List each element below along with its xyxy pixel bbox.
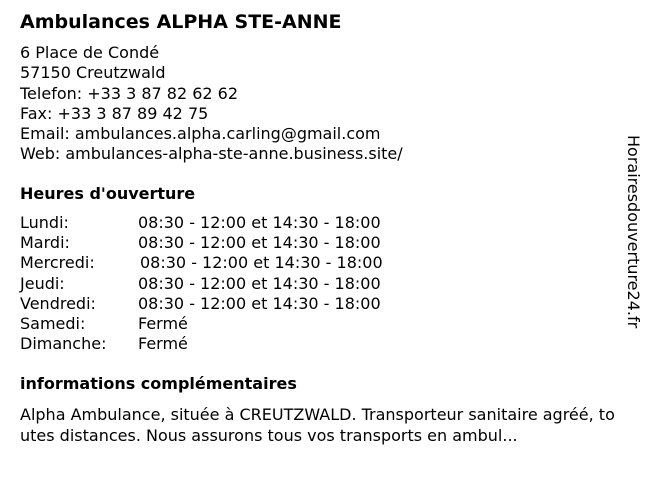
opening-hours-heading: Heures d'ouverture <box>20 184 196 203</box>
email-address: Email: ambulances.alpha.carling@gmail.com <box>20 124 381 144</box>
hours-time-value: Fermé <box>138 313 188 333</box>
hours-time-value: 08:30 - 12:00 et 14:30 - 18:00 <box>138 213 381 232</box>
site-watermark <box>623 135 647 345</box>
business-name: Ambulances ALPHA STE-ANNE <box>20 11 342 33</box>
address-city: 57150 Creutzwald <box>20 63 166 83</box>
hours-time-value: 08:30 - 12:00 et 14:30 - 18:00 <box>140 253 383 273</box>
hours-day-label: Lundi: <box>20 213 69 232</box>
hours-day-label: Dimanche: <box>20 334 107 354</box>
additional-info-heading: informations complémentaires <box>20 374 297 393</box>
hours-time-value: Fermé <box>138 334 188 354</box>
website-address: Web: ambulances-alpha-ste-anne.business.site/ <box>20 144 403 164</box>
fax-number: Fax: +33 3 87 89 42 75 <box>20 103 209 123</box>
phone-number: Telefon: +33 3 87 82 62 62 <box>20 83 239 103</box>
watermark-text: Horairesdouverture24.fr <box>624 135 643 329</box>
hours-day-label: Samedi: <box>20 313 86 333</box>
contact-details <box>20 43 403 165</box>
hours-day-label: Mardi: <box>20 233 70 253</box>
address-street: 6 Place de Condé <box>20 43 160 62</box>
hours-time-value: 08:30 - 12:00 et 14:30 - 18:00 <box>138 233 381 253</box>
hours-day-label: Vendredi: <box>20 293 96 313</box>
hours-day-label: Jeudi: <box>20 273 65 293</box>
hours-day-label: Mercredi: <box>20 253 95 273</box>
hours-time-value: 08:30 - 12:00 et 14:30 - 18:00 <box>138 293 381 313</box>
business-description: Alpha Ambulance, située à CREUTZWALD. Transporteur sanitaire agréé, toutes distances. Nous assurons tous vos transports en ambul... <box>20 405 615 445</box>
hours-time-value: 08:30 - 12:00 et 14:30 - 18:00 <box>138 273 381 293</box>
